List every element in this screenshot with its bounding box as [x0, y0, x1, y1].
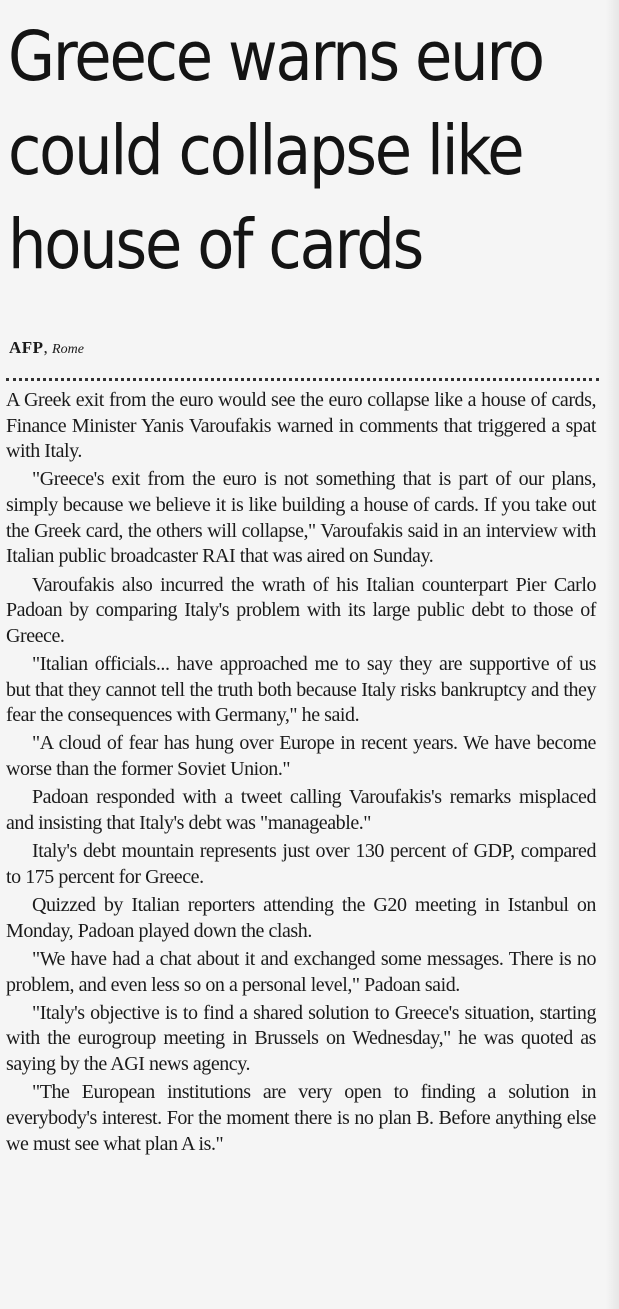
dotted-divider: [6, 378, 599, 381]
paragraph-9: "We have had a chat about it and exchanged some messages. There is no problem, and even less so on a personal level," Padoan said.: [6, 947, 596, 996]
paragraph-3: Varoufakis also incurred the wrath of his Italian counterpart Pier Carlo Padoan by comparing Italy's problem with its large public debt to those of Greece.: [6, 573, 596, 647]
byline-separator: ,: [43, 338, 53, 357]
paragraph-11: "The European institutions are very open to finding a solution in everybody's interest. For the moment there is no plan B. Before anything else we must see what plan A is.": [6, 1081, 596, 1155]
byline-dateline: Rome: [52, 342, 84, 357]
article-body: [6, 388, 596, 1160]
paragraph-8: Quizzed by Italian reporters attending the G20 meeting in Istanbul on Monday, Padoan played down the clash.: [6, 894, 596, 942]
headline-line-1: Greece warns euro: [8, 17, 543, 97]
headline-line-2: could collapse like: [8, 111, 523, 191]
paragraph-7: Italy's debt mountain represents just over 130 percent of GDP, compared to 175 percent for Greece.: [6, 840, 596, 888]
byline: [9, 338, 84, 358]
page-edge-shadow: [605, 0, 619, 1309]
headline: [8, 10, 543, 292]
paragraph-5: "A cloud of fear has hung over Europe in recent years. We have become worse than the former Soviet Union.": [6, 732, 596, 781]
paragraph-1: A Greek exit from the euro would see the euro collapse like a house of cards, Finance Minister Yanis Varoufakis warned in comments that triggered a spat with Italy.: [6, 389, 596, 463]
paragraph-4: "Italian officials... have approached me to say they are supportive of us but that they cannot tell the truth both because Italy risks bankruptcy and they fear the consequences with Germany," he said.: [6, 653, 596, 727]
paragraph-2: "Greece's exit from the euro is not something that is part of our plans, simply because we believe it is like building a house of cards. If you take out the Greek card, the others will collapse," Varoufakis said in an interview with Italian public broadcaster RAI that was aired on Sunday.: [6, 468, 596, 568]
byline-agency: AFP: [9, 338, 44, 357]
headline-line-3: house of cards: [8, 205, 423, 285]
paragraph-10: "Italy's objective is to find a shared solution to Greece's situation, starting with the eurogroup meeting in Brussels on Wednesday," he was quoted as saying by the AGI news agency.: [6, 1001, 596, 1076]
paragraph-6: Padoan responded with a tweet calling Varoufakis's remarks misplaced and insisting that Italy's debt was "manageable.": [6, 786, 596, 834]
